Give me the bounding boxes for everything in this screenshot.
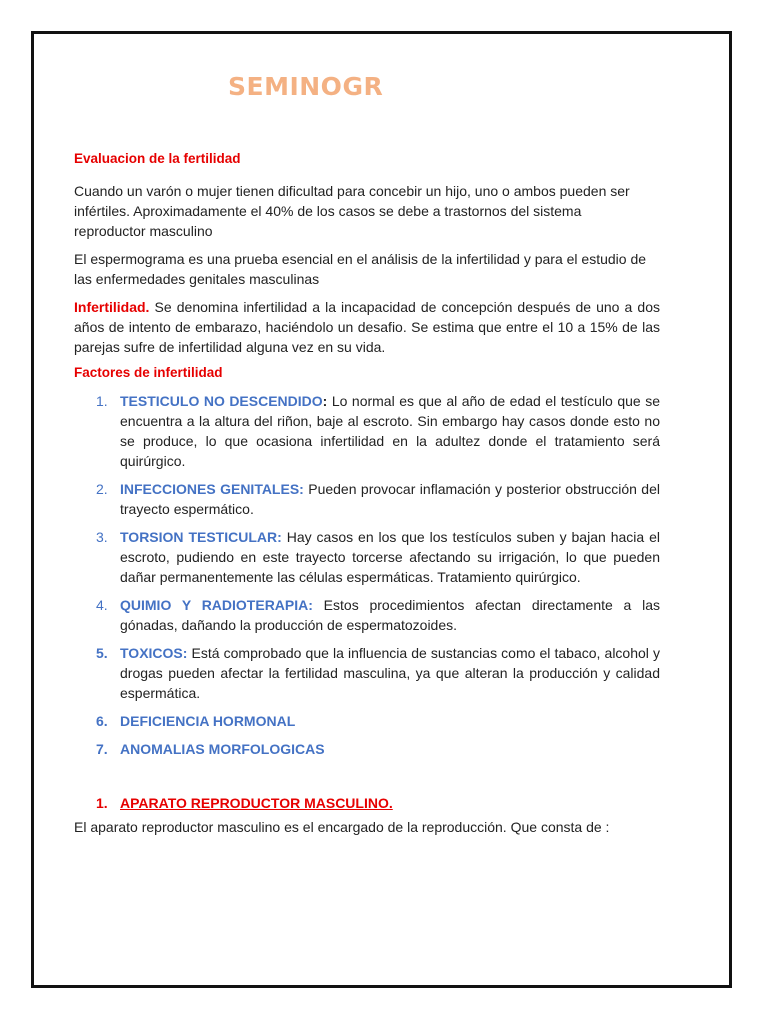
list-number: 3. — [96, 529, 108, 545]
document-title: SEMINOGR — [228, 72, 384, 101]
factors-list — [74, 391, 660, 759]
section-number: 1. — [96, 795, 108, 811]
factor-text: Está comprobado que la influencia de sustancias como el tabaco, alcohol y drogas pueden afectar la fertilidad masculina, ya que alteran la producción y calidad espermática. — [120, 645, 660, 701]
list-item — [74, 479, 660, 519]
factor-label: TORSION TESTICULAR: — [120, 529, 282, 545]
factor-label: ANOMALIAS MORFOLOGICAS — [120, 741, 325, 757]
document-body — [74, 62, 660, 837]
factor-text: Pueden provocar inflamación y posterior obstrucción del trayecto espermático. — [120, 481, 660, 517]
list-item — [74, 595, 660, 635]
section-title: APARATO REPRODUCTOR MASCULINO. — [120, 795, 393, 811]
paragraph-aparato: El aparato reproductor masculino es el encargado de la reproducción. Que consta de : — [74, 819, 610, 835]
paragraph-infertilidad — [74, 297, 660, 357]
factor-text: Estos procedimientos afectan directamente a las gónadas, dañando la producción de espermatozoides. — [120, 597, 660, 633]
list-item — [74, 643, 660, 703]
list-number: 1. — [96, 393, 108, 409]
list-number: 7. — [96, 741, 108, 757]
paragraph-espermograma: El espermograma es una prueba esencial en el análisis de la infertilidad y para el estudio de las enfermedades genitales masculinas — [74, 251, 647, 287]
factor-colon: : — [322, 393, 328, 409]
list-number: 6. — [96, 713, 108, 729]
paragraph-intro: Cuando un varón o mujer tienen dificultad para concebir un hijo, uno o ambos pueden ser infértiles. Aproximadamente el 40% de los casos se debe a trastornos del sistema reproductor masculino — [74, 183, 630, 239]
list-number: 2. — [96, 481, 108, 497]
list-item — [74, 739, 660, 759]
list-number: 4. — [96, 597, 108, 613]
factor-label: QUIMIO Y RADIOTERAPIA: — [120, 597, 313, 613]
factor-label: DEFICIENCIA HORMONAL — [120, 713, 296, 729]
infertilidad-label: Infertilidad. — [74, 299, 150, 315]
infertilidad-text: Se denomina infertilidad a la incapacidad de concepción después de uno a dos años de intento de embarazo, haciéndolo un desafio. Se estima que entre el 10 a 15% de las parejas sufre de infertilidad alguna vez en su vida. — [74, 299, 660, 355]
list-item — [74, 711, 660, 731]
list-item — [74, 391, 660, 471]
list-item — [74, 527, 660, 587]
list-number: 5. — [96, 645, 108, 661]
factor-text: Hay casos en los que los testículos suben y bajan hacia el escroto, pudiendo en este trayecto torcerse afectando su irrigación, lo que pueden dañar permanentemente las células espermáticas. Tratamiento quirúrgico. — [120, 529, 660, 585]
section-heading-aparato — [74, 795, 660, 811]
section-heading-evaluacion: Evaluacion de la fertilidad — [74, 151, 241, 166]
section-heading-factores: Factores de infertilidad — [74, 365, 223, 380]
factor-label: INFECCIONES GENITALES: — [120, 481, 304, 497]
factor-text: Lo normal es que al año de edad el testículo que se encuentra a la altura del riñon, baje al escroto. Sin embargo hay casos donde esto no se produce, lo que ocasiona infertilidad en la adultez donde el tratamiento será quirúrgico. — [120, 393, 660, 469]
factor-label: TOXICOS: — [120, 645, 188, 661]
factor-label: TESTICULO NO DESCENDIDO — [120, 393, 323, 409]
